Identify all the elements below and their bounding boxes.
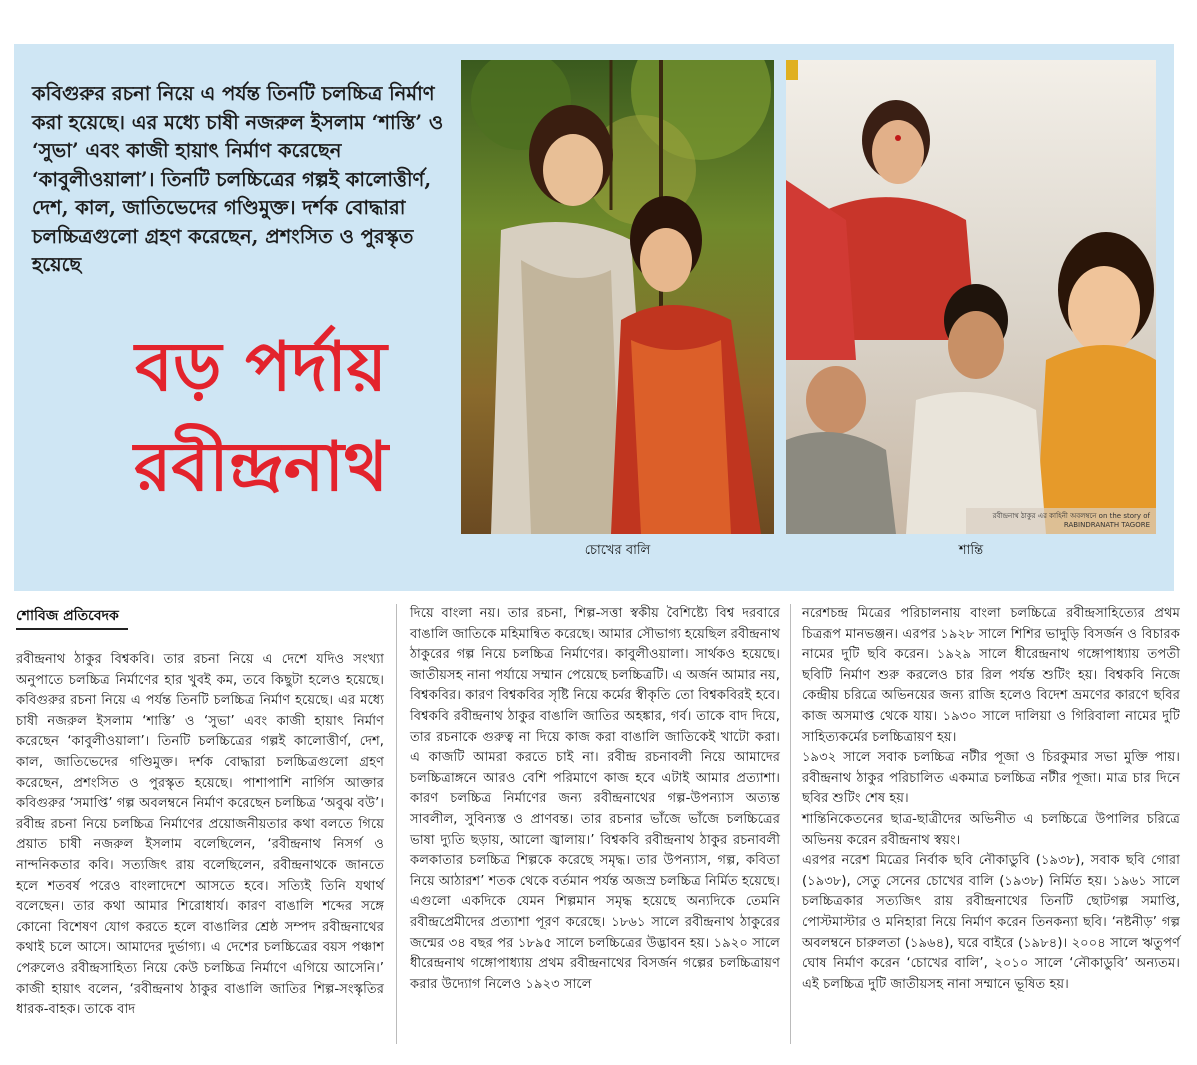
article-column-3 (802, 604, 1180, 995)
byline: শোবিজ প্রতিবেদক (16, 608, 119, 624)
byline-rule (16, 628, 128, 630)
photo-chokher-bali (461, 60, 774, 534)
column-1-text: রবীন্দ্রনাথ ঠাকুর বিশ্বকবি। তার রচনা নিয়ে এ দেশে যদিও সংখ্যা অনুপাতে চলচ্চিত্র নির্মাণের হার খুবই কম, তবে কিছুটা হলেও হয়েছে। কবিগুরুর রচনা নিয়ে এ পর্যন্ত তিনটি চলচ্চিত্র নির্মাণ হয়েছে। এর মধ্যে চাষী নজরুল ইসলাম ‘শাস্তি’ ও ‘সুভা’ এবং কাজী হায়াৎ নির্মাণ করেছেন ‘কাবুলীওয়ালা’। তিনটি চলচ্চিত্রের গল্পই কালোত্তীর্ণ, দেশ, কাল, জাতিভেদের গণ্ডিমুক্ত। দর্শক বোদ্ধারা চলচ্চিত্রগুলো গ্রহণ করেছেন, প্রশংসিত ও পুরস্কৃত হয়েছে। পাশাপাশি নার্গিস আক্তার কবিগুরুর ‘সমাপ্তি’ গল্প অবলম্বনে নির্মাণ করেছেন চলচ্চিত্র ‘অবুঝ বউ’। রবীন্দ্র রচনা নিয়ে চলচ্চিত্র নির্মাণের প্রয়োজনীয়তার কথা বলতে গিয়ে প্রয়াত চাষী নজরুল ইসলাম বলেছিলেন, ‘রবীন্দ্রনাথ নিসর্গ ও নান্দনিকতার কবি। সত্যজিৎ রায় বলেছিলেন, রবীন্দ্রনাথকে জানতে হলে শতবর্ষ পরেও বাংলাদেশে আসতে হবে। সত্যিই তিনি যথার্থ বলেছেন। তার কথা আমার শিরোধার্য। কারণ বাঙালি শব্দের সঙ্গে কোনো বিশেষণ যোগ করতে হলে বাঙালির শ্রেষ্ঠ সম্পদ রবীন্দ্রনাথের কথাই চলে আসে। আমাদের দুর্ভাগ্য। এ দেশের চলচ্চিত্রের বয়স পঞ্চাশ পেরুলেও রবীন্দ্রসাহিত্য নিয়ে কেউ চলচ্চিত্র নির্মাণে এগিয়ে আসেনি।’ কাজী হায়াৎ বলেন, ‘রবীন্দ্রনাথ ঠাকুর বাঙালি জাতির শিল্প-সংস্কৃতির ধারক-বাহক। তাকে বাদ (16, 652, 384, 1018)
top-clipped-strip (0, 0, 1197, 10)
photo1-caption: চোখের বালি (584, 543, 651, 558)
photo-shanti-illustration (786, 60, 1156, 534)
photo2-caption: শান্তি (958, 543, 984, 558)
headline (96, 318, 426, 518)
poster-credit: রবীন্দ্রনাথ ঠাকুর এর কাহিনী অবলম্বনে on the story of RABINDRANATH TAGORE (992, 512, 1150, 529)
column-divider (790, 604, 791, 1044)
photo-chokher-bali-illustration (461, 60, 774, 534)
column-3-paragraph-4: এরপর নরেশ মিত্রের নির্বাক ছবি নৌকাডুবি (১৯৩৮), সবাক ছবি গোরা (১৯৩৮), সেতু সেনের চোখের বালি (১৯৩৮) নির্মিত হয়। ১৯৬১ সালে চলচ্চিত্রকার সত্যজিৎ রায় রবীন্দ্রনাথের তিনটি ছোটগল্প সমাপ্তি, পোস্টমাস্টার ও মনিহারা নিয়ে নির্মাণ করেন তিনকন্যা ছবি। ‘নষ্টনীড়’ গল্প অবলম্বনে চারুলতা (১৯৬৪), ঘরে বাইরে (১৯৮৪)। ২০০৪ সালে ঋতুপর্ণ ঘোষ নির্মাণ করেন ‘চোখের বালি’, ২০১০ সালে ‘নৌকাডুবি’ অন্যতম। এই চলচ্চিত্র দুটি জাতীয়সহ নানা সম্মানে ভূষিত হয়। (802, 853, 1180, 992)
column-divider (396, 604, 397, 1044)
article-column-1 (16, 650, 384, 1021)
photo-shanti-poster (786, 60, 1156, 534)
article-column-2 (410, 604, 780, 995)
column-3-paragraph-3: শান্তিনিকেতনের ছাত্র-ছাত্রীদের অভিনীত এ চলচ্চিত্রে উপালির চরিত্রে অভিনয় করেন রবীন্দ্রনাথ স্বয়ং। (802, 811, 1180, 848)
headline-line-1: বড় পর্দায় (135, 328, 387, 407)
intro-blurb: কবিগুরুর রচনা নিয়ে এ পর্যন্ত তিনটি চলচ্চিত্র নির্মাণ করা হয়েছে। এর মধ্যে চাষী নজরুল ইসলাম ‘শাস্তি’ ও ‘সুভা’ এবং কাজী হায়াৎ নির্মাণ করেছেন ‘কাবুলীওয়ালা’। তিনটি চলচ্চিত্রের গল্পই কালোত্তীর্ণ, দেশ, কাল, জাতিভেদের গণ্ডিমুক্ত। দর্শক বোদ্ধারা চলচ্চিত্রগুলো গ্রহণ করেছেন, প্রশংসিত ও পুরস্কৃত হয়েছে (32, 82, 444, 276)
headline-line-2: রবীন্দ্রনাথ (133, 428, 389, 507)
column-2-text: দিয়ে বাংলা নয়। তার রচনা, শিল্প-সত্তা স্বকীয় বৈশিষ্ট্যে বিশ্ব দরবারে বাঙালি জাতিকে মহিমান্বিত করেছে। আমার সৌভাগ্য হয়েছিল রবীন্দ্রনাথ ঠাকুরের গল্প নিয়ে চলচ্চিত্র নির্মাণের। কাবুলীওয়ালা। সার্থকও হয়েছে। জাতীয়সহ নানা পর্যায়ে সম্মান পেয়েছে চলচ্চিত্রটি। এ অর্জন আমার নয়, বিশ্বকবির। কারণ বিশ্বকবির সৃষ্টি নিয়ে কর্মের স্বীকৃতি তো বিশ্বকবিরই হবে। বিশ্বকবি রবীন্দ্রনাথ ঠাকুর বাঙালি জাতির অহঙ্কার, গর্ব। তাকে বাদ দিয়ে, তার রচনাকে গুরুত্ব না দিয়ে কাজ করা বাঙালি জাতিকেই খাটো করা। এ কাজটি আমরা করতে চাই না। রবীন্দ্র রচনাবলী নিয়ে আমাদের চলচ্চিত্রাঙ্গনে আরও বেশি পরিমাণে কাজ হবে এটাই আমার প্রত্যাশা। কারণ চলচ্চিত্র নির্মাণের জন্য রবীন্দ্রনাথের গল্প-উপন্যাস অত্যন্ত সাবলীল, সুবিন্যস্ত ও প্রাণবন্ত। তার রচনার ভাঁজে ভাঁজে চলচ্চিত্রের ভাষা দ্যুতি ছড়ায়, আলো জ্বালায়।’ বিশ্বকবি রবীন্দ্রনাথ ঠাকুর রচনাবলী কলকাতার চলচ্চিত্র শিল্পকে করেছে সমৃদ্ধ। তার উপন্যাস, গল্প, কবিতা নিয়ে আঠারশ’ শতক থেকে বর্তমান পর্যন্ত অজস্র চলচ্চিত্র নির্মিত হয়েছে। এগুলো একদিকে যেমন শিল্পমান সমৃদ্ধ হয়েছে অন্যদিকে তেমনি রবীন্দ্রপ্রেমীদের প্রত্যাশা পূরণ করেছে। ১৮৬১ সালে রবীন্দ্রনাথ ঠাকুরের জন্মের ৩৪ বছর পর ১৮৯৫ সালে চলচ্চিত্রের উদ্ভাবন হয়। ১৯২০ সালে ধীরেন্দ্রনাথ গঙ্গোপাধ্যায় প্রথম রবীন্দ্রনাথের বিসর্জন গল্পের চলচ্চিত্রায়ণ করার উদ্যোগ নিলেও ১৯২৩ সালে (410, 606, 780, 992)
column-3-paragraph-1: নরেশচন্দ্র মিত্রের পরিচালনায় বাংলা চলচ্চিত্রে রবীন্দ্রসাহিত্যের প্রথম চিত্ররূপ মানভঞ্জন। এরপর ১৯২৮ সালে শিশির ভাদুড়ি বিসর্জন ও বিচারক নামের দুটি ছবি করেন। ১৯২৯ সালে ধীরেন্দ্রনাথ গঙ্গোপাধ্যায় তপতী ছবিটি নির্মাণ শুরু করলেও চার রিল পর্যন্ত শুটিং হয়। বিশ্বকবি নিজে কেন্দ্রীয় চরিত্রে অভিনয়ের জন্য রাজি হলেও বিদেশ ভ্রমণের কারণে ছবির কাজ অসমাপ্ত থেকে যায়। ১৯৩০ সালে দালিয়া ও গিরিবালা নামের দুটি সাহিত্যকর্মের চলচ্চিত্রায়ণ হয়। (802, 606, 1180, 745)
column-3-paragraph-2: ১৯৩২ সালে সবাক চলচ্চিত্র নটীর পূজা ও চিরকুমার সভা মুক্তি পায়। রবীন্দ্রনাথ ঠাকুর পরিচালিত একমাত্র চলচ্চিত্র নটীর পূজা। মাত্র চার দিনে ছবির শুটিং শেষ হয়। (802, 750, 1180, 807)
